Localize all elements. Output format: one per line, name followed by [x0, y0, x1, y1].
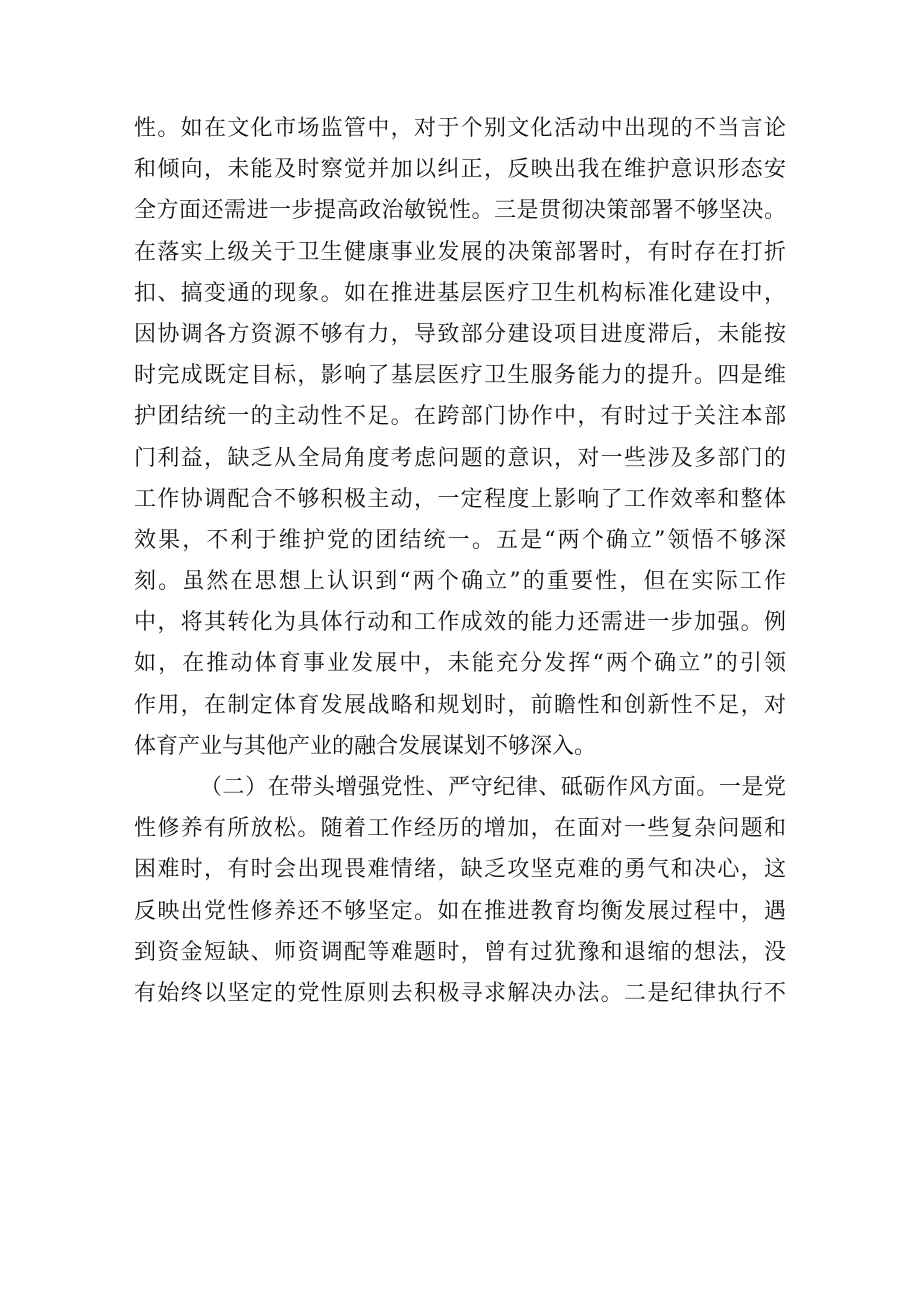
- text-line: 效果，不利于维护党的团结统一。五是“两个确立”领悟不够深: [134, 527, 786, 553]
- text-line: 困难时，有时会出现畏难情绪，缺乏攻坚克难的勇气和决心，这: [134, 857, 786, 883]
- text-line: 工作协调配合不够积极主动，一定程度上影响了工作效率和整体: [134, 486, 786, 512]
- body-text: [134, 108, 786, 1014]
- text-line: 性修养有所放松。随着工作经历的增加，在面对一些复杂问题和: [134, 816, 786, 842]
- text-line: 在落实上级关于卫生健康事业发展的决策部署时，有时存在打折: [134, 239, 786, 265]
- text-line: 性。如在文化市场监管中，对于个别文化活动中出现的不当言论: [134, 116, 786, 141]
- text-line: 时完成既定目标，影响了基层医疗卫生服务能力的提升。四是维: [134, 363, 786, 389]
- text-line: 刻。虽然在思想上认识到“两个确立”的重要性，但在实际工作: [134, 569, 786, 595]
- section-heading-line: （二）在带头增强党性、严守纪律、砥砺作风方面。一是党: [200, 775, 786, 800]
- text-line: 作用，在制定体育发展战略和规划时，前瞻性和创新性不足，对: [134, 692, 786, 718]
- text-line: 如，在推动体育事业发展中，未能充分发挥“两个确立”的引领: [134, 651, 786, 677]
- text-line: 全方面还需进一步提高政治敏锐性。三是贯彻决策部署不够坚决。: [134, 198, 786, 224]
- text-line: 扣、搞变通的现象。如在推进基层医疗卫生机构标准化建设中，: [134, 280, 786, 306]
- text-line: 反映出党性修养还不够坚定。如在推进教育均衡发展过程中，遇: [134, 898, 786, 924]
- text-line: 中，将其转化为具体行动和工作成效的能力还需进一步加强。例: [134, 610, 786, 636]
- text-line: 门利益，缺乏从全局角度考虑问题的意识，对一些涉及多部门的: [134, 445, 786, 471]
- text-line: 有始终以坚定的党性原则去积极寻求解决办法。二是纪律执行不: [134, 980, 786, 1006]
- text-line: 护团结统一的主动性不足。在跨部门协作中，有时过于关注本部: [134, 404, 786, 430]
- text-line: 因协调各方资源不够有力，导致部分建设项目进度滞后，未能按: [134, 321, 786, 347]
- paragraph-end-line: 体育产业与其他产业的融合发展谋划不够深入。: [134, 733, 597, 759]
- text-line: 和倾向，未能及时察觉并加以纠正，反映出我在维护意识形态安: [134, 157, 786, 183]
- text-line: 到资金短缺、师资调配等难题时，曾有过犹豫和退缩的想法，没: [134, 939, 786, 965]
